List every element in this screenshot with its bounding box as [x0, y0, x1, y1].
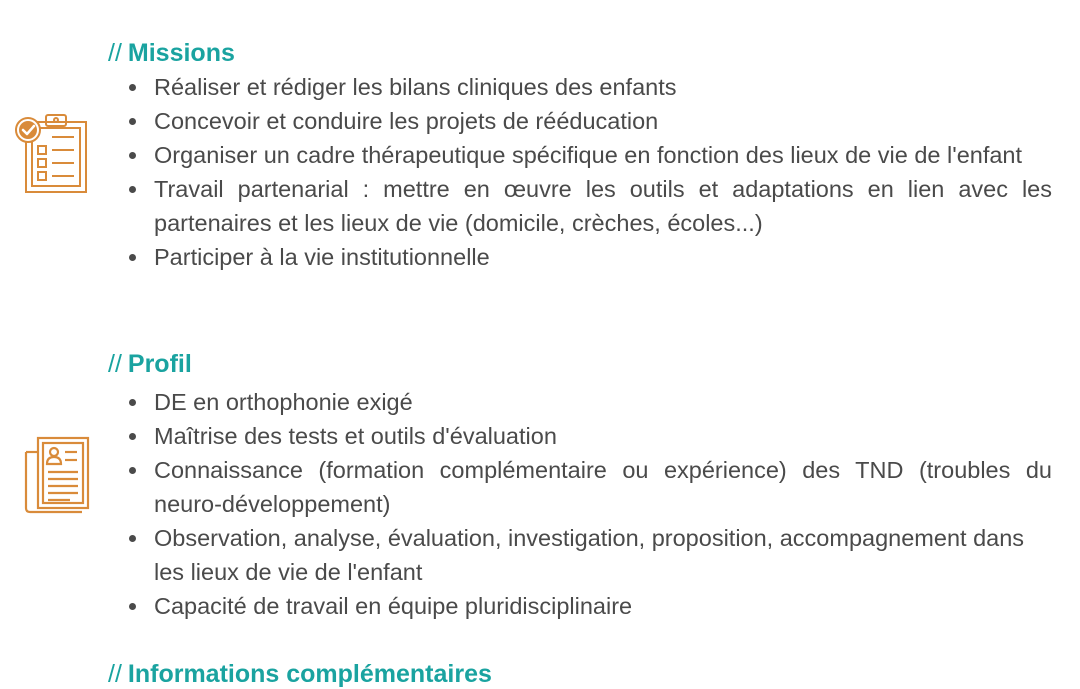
list-item: Maîtrise des tests et outils d'évaluation: [154, 419, 1052, 453]
section-title-label: Missions: [127, 39, 235, 67]
resume-document-icon: [20, 434, 94, 514]
list-item: Observation, analyse, évaluation, investigation, proposition, accompagnement dans les lieux de vie de l'enfant: [154, 521, 1052, 589]
list-item: Participer à la vie institutionnelle: [154, 240, 1052, 274]
list-item: Capacité de travail en équipe pluridisciplinaire: [154, 589, 1052, 623]
list-item: Connaissance (formation complémentaire ou expérience) des TND (troubles du neuro-développement): [154, 453, 1052, 521]
profil-list: [154, 385, 1052, 623]
missions-list: [154, 70, 1052, 274]
list-item: Réaliser et rédiger les bilans cliniques des enfants: [154, 70, 1052, 104]
list-item: DE en orthophonie exigé: [154, 385, 1052, 419]
list-item: Organiser un cadre thérapeutique spécifique en fonction des lieux de vie de l'enfant: [154, 138, 1052, 172]
section-title-label: Informations complémentaires: [127, 660, 492, 688]
section-title-profil: [108, 349, 192, 379]
section-title-informations: [108, 659, 492, 689]
section-title-slashes: //: [108, 660, 122, 688]
section-title-missions: [108, 38, 235, 68]
section-title-slashes: //: [108, 39, 122, 67]
list-item: Concevoir et conduire les projets de rééducation: [154, 104, 1052, 138]
clipboard-checklist-icon: [14, 112, 90, 196]
section-title-label: Profil: [127, 350, 192, 378]
list-item: Travail partenarial : mettre en œuvre les outils et adaptations en lien avec les partenaires et les lieux de vie (domicile, crèches, écoles...): [154, 172, 1052, 240]
section-title-slashes: //: [108, 350, 122, 378]
